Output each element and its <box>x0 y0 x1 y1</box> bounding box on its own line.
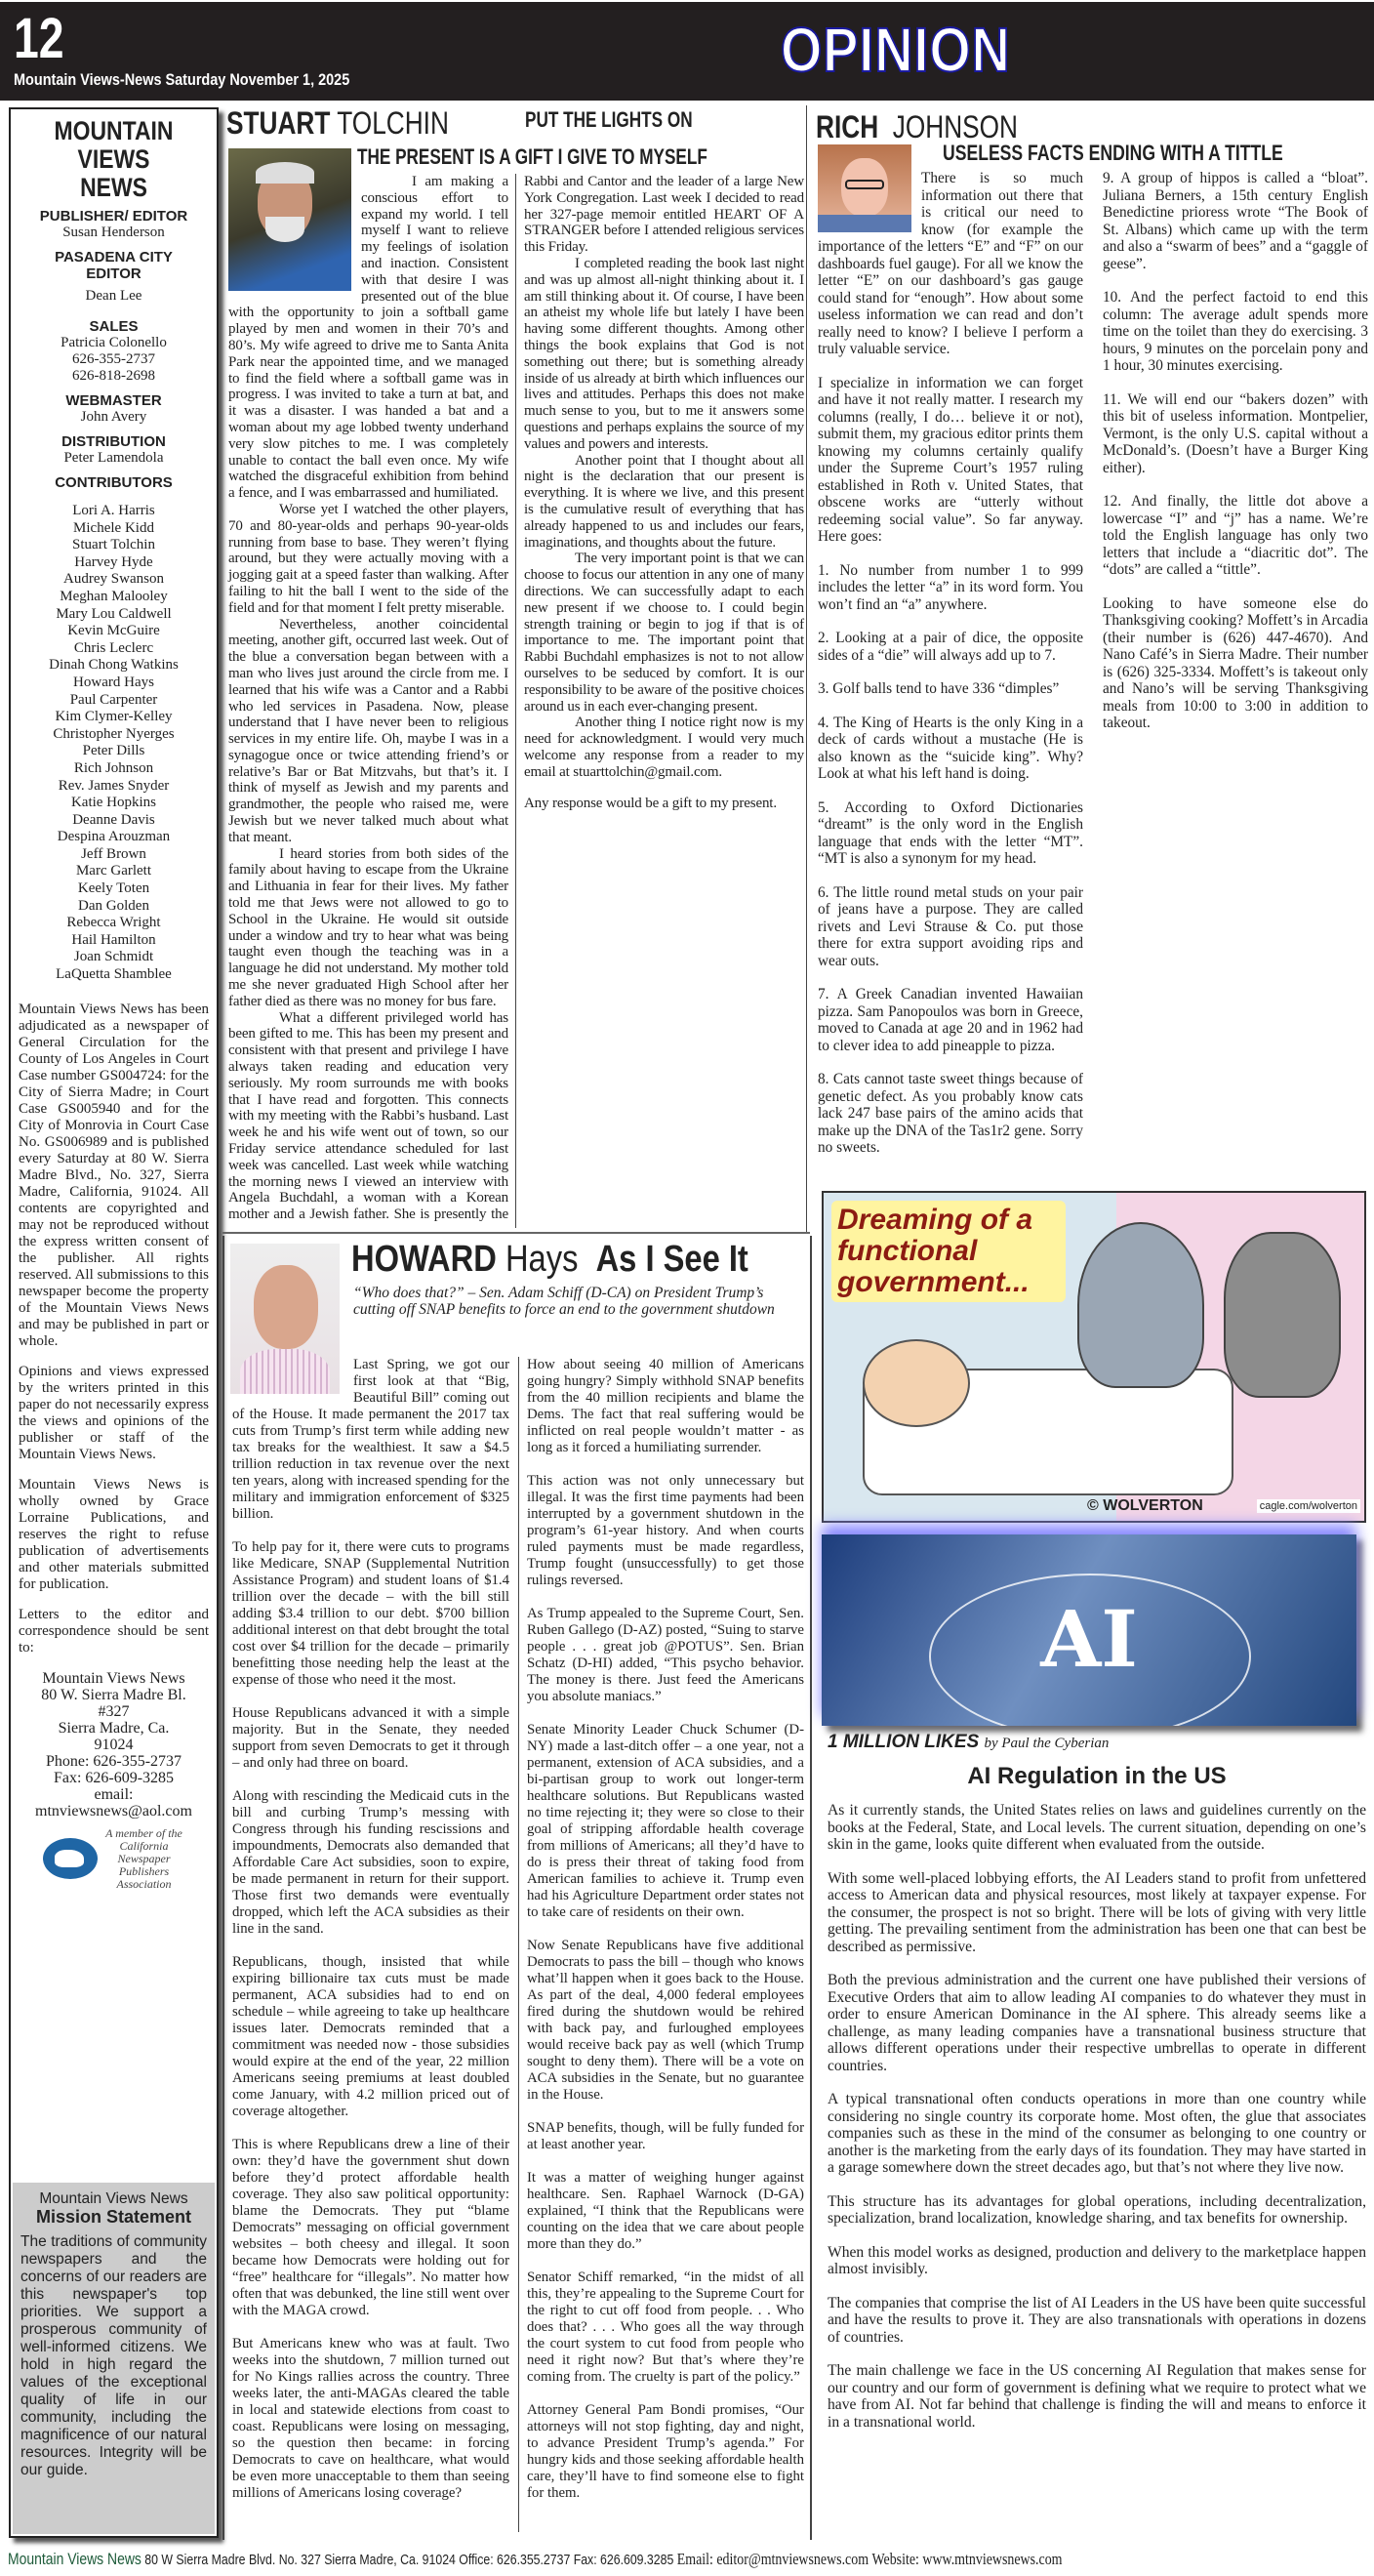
ai-paragraph: The main challenge we face in the US concerning AI Regulation that makes sense for our country and our form of government is defining what we require to protect what we have from AI. Not far behind that challenge is finding the will and means to enforce it in a transnational world. <box>828 2362 1366 2431</box>
hays-paragraph: Now Senate Republicans have five additional Democrats to pass the bill – though who knows what’ll happen when it goes back to the House. As part of the deal, 4,000 federal employees fired during the shutdown would be rehired with back pay, and furloughed employees would receive back pay as well (which Trump sought to deny them). There will be a vote on ACA subsidies in the Senate, but no guarantee in the House. <box>527 1938 804 2103</box>
contributor-name: Paul Carpenter <box>69 691 158 708</box>
contributor-name: Audrey Swanson <box>63 571 164 588</box>
johnson-paragraph: 3. Golf balls tend to have 336 “dimples” <box>818 680 1060 697</box>
contributor-name: Katie Hopkins <box>70 795 157 811</box>
contributor-name: Rev. James Snyder <box>58 777 170 794</box>
address-line: #327 <box>98 1702 130 1720</box>
page-number: 12 <box>14 7 64 70</box>
cartoon-sleeper <box>863 1339 970 1427</box>
johnson-paragraph: Looking to have someone else do Thanksgiving cooking? Moffett’s in Arcadia (their number is (626) 447-4670). And Nano Café’s in Sierra Madre. Their number is (626) 325-3334. Moffett’s is takeout only and Nano’s will be serving Thanksgiving meals from 10:00 to 3:00 in addition to takeout. <box>1103 594 1368 731</box>
address-line: 80 W. Sierra Madre Bl. <box>41 1686 186 1703</box>
johnson-paragraph: 4. The King of Hearts is the only King in a deck of cards without a mustache (He is also known as the “suicide king”. Why? Look at what his left hand is doing. <box>818 714 1083 782</box>
cartoon-credit: © WOLVERTON <box>1087 1497 1203 1514</box>
cartoon-site: cagle.com/wolverton <box>1257 1499 1360 1513</box>
address-line: Mountain Views News <box>42 1669 185 1687</box>
address-line: Phone: 626-355-2737 <box>45 1752 182 1770</box>
mission-statement <box>13 2183 215 2534</box>
johnson-paragraph: 9. A group of hippos is called a “bloat”. Juliana Berners, a 15th century English Benedictine prioress wrote “The Book of St. Albans) which came up with the term and also a “swarm of bees” and a “gaggle of geese”. <box>1103 170 1368 272</box>
cnpa-badge <box>19 1827 209 1891</box>
ai-column-name <box>828 1732 1109 1753</box>
footer-address: 80 W Sierra Madre Blvd. No. 327 Sierra Madre, Ca. 91024 Office: 626.355.2737 Fax: 626.609.3285 <box>144 2552 674 2568</box>
hays-paragraph: Along with rescinding the Medicaid cuts in the bill and curbing Trump’s messing with Congress through his funding rescissions and impoundments, Democrats also demanded that Affordable Care Act subsidies, soon to expire, be made permanent in return for their support. Those first two demands were eventually dropped, which left the ACA subsidies as their line in the sand. <box>232 1788 509 1937</box>
tolchin-paragraph: Worse yet I watched the other players, 70 and 80-year-olds and perhaps 90-year-olds running from base to base. They weren’t flying around, but they were actually moving with a jogging gait at a speed faster than walking. After failing to hit the ball I went to the side of the field and for that moment I felt pretty miserable. <box>228 501 508 616</box>
hays-paragraph: House Republicans advanced it with a simple majority. But in the Senate, they needed support from seven Democrats to get it through – and only had three on board. <box>232 1705 509 1771</box>
section-title: OPINION <box>781 15 1011 85</box>
hays-paragraph: Last Spring, we got our first look at that “Big, Beautiful Bill” coming out of the House. It made permanent the 2017 tax cuts from Trump’s first term while adding new tax breaks for the wealthiest. It saw a $4.5 trillion reduction in tax revenue over the next ten years, along with increased spending for the military and immigration enforcement of $325 billion. <box>232 1357 509 1522</box>
johnson-paragraph: There is so much information out there that is critical our need to know (for example the importance of the letters “E” and “F” on our dashboards fuel gauge). For all we know the letter “E” on our dashboard’s gas gauge could stand for “enough”. How about some useless information we can read and don’t really need to know? I believe I perform a truly valuable service. <box>818 170 1083 357</box>
contributor-name: Howard Hays <box>73 674 154 690</box>
cartoon-donkey <box>1224 1232 1341 1398</box>
legal-paragraph: Opinions and views expressed by the writers printed in this paper do not necessarily express the views and opinions of the publisher or staff of the Mountain Views News. <box>19 1363 209 1462</box>
tolchin-closing: Any response would be a gift to my present. <box>524 796 777 812</box>
address-line: Sierra Madre, Ca. <box>58 1719 170 1737</box>
johnson-paragraph-list <box>818 170 1368 1185</box>
tolchin-paragraph: Another thing I notice right now is my need for acknowledgment. I would very much welcome any response from a reader to my email at stuarttolchin@gmail.com. <box>524 715 804 780</box>
contributor-name: Meghan Malooley <box>60 588 168 604</box>
section-rule <box>806 105 807 1234</box>
contributor-name: Kevin McGuire <box>67 623 160 639</box>
johnson-body <box>818 170 1368 1185</box>
byline-last: JOHNSON <box>892 109 1019 144</box>
hays-body <box>232 1357 804 2532</box>
sales-line: 626-355-2737 <box>72 351 155 367</box>
contributor-name: LaQuetta Shamblee <box>56 966 172 983</box>
cartoon-caption: Dreaming of a functional government... <box>831 1201 1066 1302</box>
legal-paragraph: Mountain Views News has been adjudicated as a newspaper of General Circulation for the County of Los Angeles in Court Case number GS004724: for the City of Sierra Madre; in Court Case GS005940 and for the City of Monrovia in Court Case No. GS006989 and is published every Saturday at 80 W. Sierra Madre Blvd., No. 327, Sierra Madre, California, 91024. All contents are copyrighted and may not be reproduced without the express written consent of the publisher. All rights reserved. All submissions to this newspaper become the property of the Mountain Views News and may be published in part or whole. <box>19 1001 209 1349</box>
byline-first: RICH <box>816 109 879 144</box>
ai-byline: by Paul the Cyberian <box>984 1736 1110 1751</box>
photo-spacer <box>232 1357 353 1400</box>
ai-paragraph: This structure has its advantages for global operations, including decentralization, specialization, brand localization, knowledge sharing, and tax benefits for ownership. <box>828 2192 1366 2227</box>
sales-line-list <box>19 335 209 385</box>
johnson-paragraph: 1. No number from number 1 to 999 includes the letter “a” in its word form. You won’t find an “a” anywhere. <box>818 561 1083 613</box>
hays-paragraph: How about seeing 40 million of Americans going hungry? Simply withhold SNAP benefits from the 40 million recipients and blame the Dems. The fact that real suffering would be inflicted on real people wouldn’t matter - as long as it forced a humiliating surrender. <box>527 1357 804 1455</box>
mission-text: The traditions of community newspapers and the concerns of our readers are this newspaper's top priorities. We support a prosperous community of well-informed citizens. We hold in high regard the values of the exceptional quality of life in our community, including the magnificence of our natural resources. Integrity will be our guide. <box>20 2233 207 2478</box>
hays-paragraph: Republicans, though, insisted that while expiring billionaire tax cuts must be made permanent, ACA subsidies had to end on schedule – while agreeing to take up healthcare issues later. Democrats reminded that a commitment was needed now - those subsidies would expire at the end of the year, 22 million Americans seeing premiums at least doubled come January, with 4.2 million priced out of coverage altogether. <box>232 1954 509 2119</box>
contributor-name: Michele Kidd <box>73 519 154 536</box>
hays-paragraph: Senate Minority Leader Chuck Schumer (D-NY) made a last-ditch offer – a one year, not a permanent, extension of ACA subsidies, and a bi-partisan group to work out longer-term healthcare solutions. But Republicans wasted no time rejecting it; they were so close to their goal of stripping affordable health coverage from millions of Americans; all they’d have to do is press their threat of taking food from American families to achieve it. Trump even had his Agriculture Department order states not to take care of residents on their own. <box>527 1722 804 1920</box>
contributor-name: Christopher Nyerges <box>53 725 175 742</box>
photo-spacer <box>818 170 921 234</box>
contributors-label: CONTRIBUTORS <box>55 474 173 491</box>
hays-column <box>222 1236 812 2540</box>
tolchin-paragraph: I heard stories from both sides of the family about having to escape from the Ukraine and Lithuania in fear for their lives. My father told me that Jews were not allowed to go to School in the Ukraine. He would sit outside under a window and try to hear what was being taught even though the teaching was in a language he did not understand. My mother told me she never graduated High School after her father died as there was no money for bus fare. <box>228 845 508 1009</box>
ai-illustration <box>822 1534 1356 1726</box>
hays-paragraph: But Americans knew who was at fault. Two weeks into the shutdown, 7 million turned out for No Kings rallies across the country. Three weeks later, the anti-MAGAs cleared the table in local and statewide elections from coast to coast. Republicans were losing on messaging, so the question then became: in forcing Democrats to cave on healthcare, what would be even more unacceptable to them than seeing millions of Americans losing coverage? <box>232 2336 509 2501</box>
hays-paragraph-list <box>232 1357 804 2532</box>
johnson-paragraph: 5. According to Oxford Dictionaries “dreamt” is the only word in the English language that ends with the letter “MT”. “MT is also a synonym for my head. <box>818 798 1083 867</box>
contributor-name: Mary Lou Caldwell <box>56 605 172 622</box>
publisher-name: Susan Henderson <box>62 225 165 240</box>
address-line-list <box>19 1670 209 1820</box>
webmaster-name: John Avery <box>80 409 147 425</box>
ai-paragraph: Both the previous administration and the current one have published their versions of Executive Orders that aim to allow leading AI companies to do whatever they must in order to ensure American Dominance in the AI sphere. This already seems like a challenge, as many leading companies have a transnational business structure that allows different operations under their respective umbrellas to operate in different countries. <box>828 1972 1366 2074</box>
ai-paragraph: As it currently stands, the United States relies on laws and guidelines currently on the books at the Federal, State, and Local levels. The current situation, depending on one’s skin in the game, looks quite different when evaluated from the outside. <box>828 1802 1366 1853</box>
johnson-paragraph: 7. A Greek Canadian invented Hawaiian pizza. Sam Panopoulos was born in Greece, moved to Canada at age 20 and in 1962 had to clever idea to add pineapple to pizza. <box>818 986 1083 1054</box>
johnson-paragraph: 6. The little round metal studs on your pair of jeans have a purpose. They are called rivets and Levi Strause & Co. put those there for extra support avoiding rips and wear outs. <box>818 883 1083 969</box>
hays-byline <box>351 1238 748 1281</box>
distribution-name: Peter Lamendola <box>63 450 164 466</box>
hays-subhead: “Who does that?” – Sen. Adam Schiff (D-CA) on President Trump’s cutting off SNAP benefits to force an end to the government shutdown <box>353 1285 775 1318</box>
tolchin-kicker: PUT THE LIGHTS ON <box>525 107 693 132</box>
publisher-label: PUBLISHER/ EDITOR <box>39 208 188 225</box>
cnpa-text: A member of the California Newspaper Publishers Association <box>105 1825 182 1891</box>
sales-label: SALES <box>89 318 139 335</box>
page-footer <box>8 2550 1063 2569</box>
hays-paragraph: Senator Schiff remarked, “in the midst of all this, they’re appealing to the Supreme Court for the right to cut off food from people. . . Who does that? . . . Who goes all the way through the court system to cut food from people who need it right now? But that’s where they’re coming from. The cruelty is part of the policy.” <box>527 2269 804 2385</box>
johnson-headline: USELESS FACTS ENDING WITH A TITTLE <box>943 141 1283 165</box>
hays-paragraph: This is where Republicans drew a line of their own: they’d have the government shut down before they’d protect affordable health coverage. They also saw political opportunity: blame the Democrats. They put “blame Democrats” messaging on official government websites – both cheesy and illegal. It soon became how Democrats were holding out for “free” healthcare for “illegals”. No matter how often that was debunked, the line still went over with the MAGA crowd. <box>232 2137 509 2318</box>
contributor-name: Jeff Brown <box>81 845 146 862</box>
contributor-name: Kim Clymer-Kelley <box>55 709 173 725</box>
sales-line: Patricia Colonello <box>61 335 167 350</box>
hays-paragraph: SNAP benefits, though, will be fully funded for at least another year. <box>527 2120 804 2152</box>
contributor-name: Peter Dills <box>82 743 145 759</box>
johnson-paragraph: 2. Looking at a pair of dice, the opposite sides of a “die” will always add up to 7. <box>818 630 1083 664</box>
sales-line: 626-818-2698 <box>72 368 155 384</box>
tolchin-paragraph: I am making a conscious effort to expand my world. I tell myself I want to relieve my feelings of isolation and inaction. Consistent with that desire I was presented out of the blue with the opportunity to join a softball game played by men and women in their 70’s and 80’s. My wife agreed to drive me to Santa Anita Park near the appointed time, and we managed to find the field where a softball game was in progress. I was invited to take a turn at bat, and it was a disaster. I was handed a bat and a woman about my age lobbed twenty underhand very slow pitches to me. I was completely unable to contact the ball even once. My wife watched the disgraceful exhibition from behind a fence, and I was embarrassed and humiliated. <box>228 174 508 502</box>
johnson-paragraph: 10. And the perfect factoid to end this column: The average adult spends more time on the toilet than they do exercising. 3 hours, 9 minutes on the porcelain pony and 1 hour, 30 minutes exercising. <box>1103 289 1368 374</box>
legal-paragraph-list <box>19 1002 209 1656</box>
contributor-name: Rich Johnson <box>73 759 154 776</box>
footer-paper: Mountain Views News <box>8 2550 141 2568</box>
tolchin-paragraph-list <box>228 174 804 1230</box>
contributor-name: Despina Arouzman <box>57 829 171 845</box>
ai-paragraph: When this model works as designed, production and delivery to the marketplace happen almost invisibly. <box>828 2243 1366 2277</box>
contributor-name: Hail Hamilton <box>71 931 156 948</box>
contributor-name: Dan Golden <box>78 897 149 914</box>
masthead-line: NEWS <box>80 173 147 202</box>
address-line: 91024 <box>94 1736 134 1753</box>
webmaster-label: WEBMASTER <box>65 392 162 409</box>
dateline: Mountain Views-News Saturday November 1, 2025 <box>14 70 350 89</box>
page-header <box>0 2 1374 101</box>
footer-website[interactable]: Website: www.mtnviewsnews.com <box>871 2550 1063 2568</box>
mission-paper: Mountain Views News <box>39 2190 188 2207</box>
cartoon-elephant <box>1077 1222 1204 1388</box>
tolchin-column <box>226 105 804 1230</box>
hays-paragraph: It was a matter of weighing hunger against healthcare. Sen. Raphael Warnock (D-GA) explained, “I think that the Republicans were counting on the idea that we care about people more than they do.” <box>527 2170 804 2252</box>
masthead-line: MOUNTAIN <box>54 116 174 145</box>
address-line: mtnviewsnews@aol.com <box>35 1802 192 1820</box>
contributor-name: Marc Garlett <box>75 863 152 879</box>
byline-first: STUART <box>226 105 331 141</box>
mission-title: Mission Statement <box>35 2207 192 2227</box>
legal-paragraph: Letters to the editor and correspondence should be sent to: <box>19 1606 209 1656</box>
tolchin-paragraph: Another point that I thought about all night is the declaration that our present is everything. It is where we live, and this present is the cumulative result of everything that has already happened to us and includes our fears, imaginations, and thoughts about the future. <box>524 452 804 551</box>
column-name: 1 MILLION LIKES <box>828 1732 980 1752</box>
tolchin-paragraph: Nevertheless, another coincidental meeting, another gift, occurred last week. Out of the blue a conversation began between with a man who lives just around the circle from me. I learned that his wife was a Cantor and a Rabbi who led services in Pasadena. Now, please understand that I have never been to religious services in my entire life. Oh, maybe I was in a synagogue once or twice attending friend’s or relative’s Bar or Bat Mitzvahs, but that’s it. I think of myself as Jewish and my parents and grandmother, the people who raised me, were Jewish but we never talked much about what that meant. <box>228 616 508 845</box>
ai-paragraph: The companies that comprise the list of AI Leaders in the US have been quite successful and have the results to prove it. They are also transnationals with operations in dozens of countries. <box>828 2294 1366 2346</box>
tolchin-paragraph: The very important point is that we can choose to focus our attention in any one of many directions. We can successfully adapt to each new present if we choose to. I could begin strength training or begin to jog if that is of importance to me. The important point that Rabbi Buchdahl emphasizes is not to not allow ourselves to be seduced by comfort. It is our responsibility to be aware of the positive choices around us in each ever-changing present. <box>524 551 804 715</box>
hays-paragraph: To help pay for it, there were cuts to programs like Medicare, SNAP (Supplemental Nutrition Assistance Program) and student loans of $1.4 trillion over the decade – with the bill still adding $3.4 trillion to our debt. $700 billion additional interest on that debt brought the total cost over $4 trillion for the decade – primarily benefitting those needing help the least at the expense of those who need it the most. <box>232 1539 509 1688</box>
contributor-name: Dinah Chong Watkins <box>49 657 179 674</box>
editorial-cartoon <box>822 1191 1366 1523</box>
contributor-name: Deanne Davis <box>72 811 155 828</box>
johnson-paragraph: 11. We will end our “bakers dozen” with this bit of useless information. Montpelier, Vermont, is the only U.S. capital without a McDonald’s. (Doesn’t have a Burger King either). <box>1103 390 1368 476</box>
contributor-name: Harvey Hyde <box>74 553 153 570</box>
ai-paragraph: With some well-placed lobbying efforts, the AI Leaders stand to profit from unfettered access to American data and physical resources, most likely at taxpayer expense. For the consumer, the prospect is not so bright. There will be lots of giving with very little getting. The prevailing sentiment from the administration has been one that can best be described as permissive. <box>828 1869 1366 1955</box>
masthead-sidebar <box>9 107 219 2538</box>
contributor-name: Stuart Tolchin <box>72 537 155 553</box>
contributor-name: Keely Toten <box>77 880 150 897</box>
johnson-paragraph: 8. Cats cannot taste sweet things because of genetic defect. As you probably know cats lack 247 base pairs of the amino acids that make up the DNA of the Tas1r2 gene. Sorry no sweets. <box>818 1071 1083 1156</box>
johnson-column <box>816 105 1368 1187</box>
contributor-name: Lori A. Harris <box>72 503 155 518</box>
johnson-paragraph: 12. And finally, the little dot above a lowercase “I” and “j” has a name. We’re told the English language has only two letters that include a “diacritic dot”. The “dots” are called a “tittle”. <box>1103 493 1368 578</box>
tolchin-paragraph: I completed reading the book last night and was up almost all-night thinking about it. I am still thinking about it. Of course, I have been an atheist my whole life but lately I have been having some different thoughts. Among other things the book explains that God is not something out there; but is something already inside of us already at birth which influences our lives and attitudes. Perhaps this does not make much sense to you, but to me it answers some questions and perhaps explains the source of my values and powers and interests. <box>524 255 804 452</box>
contributor-name: Rebecca Wright <box>66 915 161 931</box>
tolchin-body <box>228 174 804 1230</box>
hays-paragraph: This action was not only unnecessary but illegal. It was the first time payments had been interrupted by a government shutdown in the program’s 61-year history. And when courts ruled payments must be made regardless, Trump fought (unsuccessfully) to get those rulings reversed. <box>527 1473 804 1588</box>
byline-first: HOWARD <box>351 1239 497 1280</box>
masthead-line: VIEWS <box>77 144 150 174</box>
hays-paragraph: Attorney General Pam Bondi promises, “Our attorneys will not stop fighting, day and night, to advance President Trump’s agenda.” For hungry kids and those seeking affordable health care, they’ll have to find someone else to fight for them. <box>527 2402 804 2501</box>
masthead-title <box>33 117 195 202</box>
tolchin-headline: THE PRESENT IS A GIFT I GIVE TO MYSELF <box>357 144 707 169</box>
tolchin-byline <box>226 105 449 142</box>
ai-body <box>828 1802 1366 2447</box>
contributor-name: Joan Schmidt <box>73 949 154 965</box>
cnpa-logo-icon <box>43 1838 98 1879</box>
ai-paragraph: A typical transnational often conducts operations in more than one country while considering no single country its corporate home. Most often, the glue that associates companies such as these in the mind of the consumer as belonging to one country or another is the marketing from the early days of its foundation. They may have started in a garage somewhere down the street decades ago, but that’s not where they live now. <box>828 2091 1366 2176</box>
byline-last: TOLCHIN <box>337 105 449 141</box>
contributor-name-list <box>19 503 209 984</box>
column-name: As I See It <box>595 1239 748 1280</box>
ai-image-text: AI <box>1040 1593 1138 1685</box>
contributor-name: Chris Leclerc <box>73 639 154 656</box>
distribution-label: DISTRIBUTION <box>61 433 166 450</box>
ai-headline: AI Regulation in the US <box>967 1763 1227 1789</box>
legal-paragraph: Mountain Views News is wholly owned by Grace Lorraine Publications, and reserves the right to refuse publication of advertisements and other materials submitted for publication. <box>19 1476 209 1592</box>
address-line: email: <box>94 1785 134 1803</box>
section-rule <box>222 1232 810 1234</box>
address-line: Fax: 626-609-3285 <box>53 1769 175 1786</box>
city-editor-name: Dean Lee <box>85 288 142 304</box>
city-editor-label: PASADENA CITY EDITOR <box>55 249 173 282</box>
footer-email[interactable]: Email: editor@mtnviewsnews.com <box>676 2550 869 2568</box>
byline-last: Hays <box>505 1239 579 1280</box>
hays-paragraph: As Trump appealed to the Supreme Court, Sen. Ruben Gallego (D-AZ) posted, “Suing to starve people . . . great job @POTUS”. Sen. Brian Schatz (D-HI) added, “This psycho behavior. The money is there. Just feed the Americans you absolute maniacs.” <box>527 1606 804 1704</box>
johnson-paragraph: I specialize in information we can forget and have it not really matter. I research my columns (really, I do… believe it or not), submit them, my gracious editor prints them knowing my columns certainly qualify under the Supreme Court’s 1957 ruling established in Roth v. United States, that obscene works are “utterly without redeeming social value”. So far anyway. Here goes: <box>818 374 1083 545</box>
tolchin-paragraph: What a different privileged world has been gifted to me. This has been my present and consistent with that present and privilege I have always taken reading and education very seriously. My room surrounds me with books that I have read and forgotten. This connects with my meeting with the Rabbi’s husband. Last week he and his wife went out of town, so our Friday service attendance scheduled for last week was cancelled. Last week while watching the morning news I viewed an interview with Angela Buchdahl, a woman with a Korean mother and a Jewish father. She is presently the Rabbi and Cantor and the leader of a large New York Congregation. Last week I decided to read her 327-page memoir entitled HEART OF A STRANGER before I attended religious services this Friday. <box>228 174 804 1223</box>
photo-spacer <box>228 174 361 295</box>
column-rule <box>515 174 516 1228</box>
